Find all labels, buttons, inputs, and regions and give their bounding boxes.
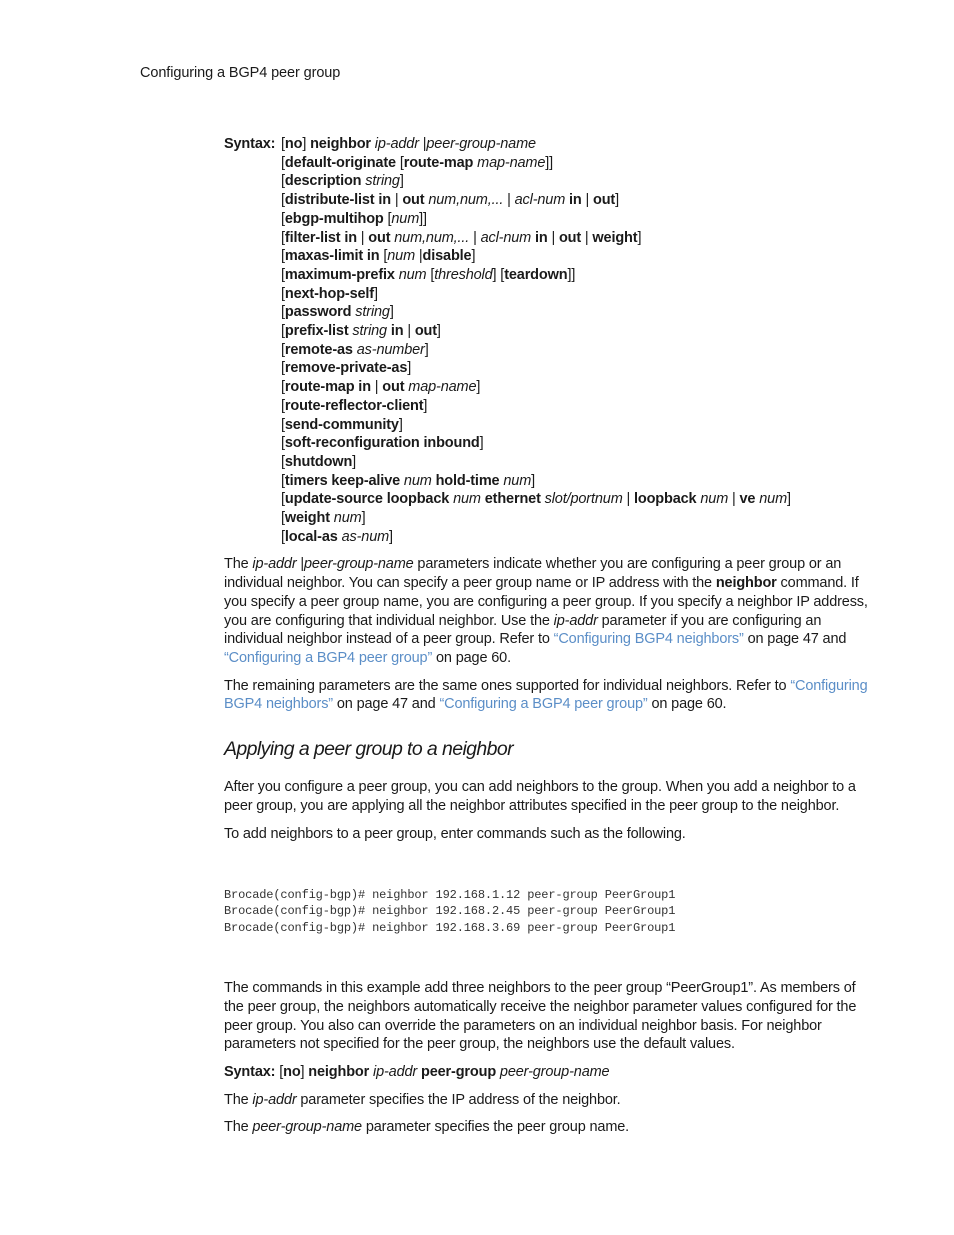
syntax-line [281, 453, 869, 472]
syntax-line [281, 359, 869, 378]
text-segment: on page 47 and [332, 696, 440, 713]
text-segment: [ [281, 510, 285, 527]
text-segment: [ [281, 323, 285, 340]
text-segment: [ [281, 192, 285, 209]
italic-variable: slot/portnum [544, 491, 623, 508]
text-segment: [ [379, 248, 388, 265]
text-segment: ] [787, 491, 791, 508]
cross-reference-link[interactable]: “Configuring BGP4 neighbors” [224, 677, 868, 713]
bold-keyword: in [534, 229, 548, 246]
text-segment: ]] [567, 266, 576, 283]
syntax-line [281, 416, 869, 435]
bold-keyword: ve [739, 491, 756, 508]
bold-keyword: soft-reconfiguration inbound [284, 435, 480, 452]
italic-variable: ip-addr [252, 556, 301, 573]
code-line: Brocade(config-bgp)# neighbor 192.168.3.69 peer-group PeerGroup1 [224, 921, 676, 936]
text-segment: | [390, 192, 403, 209]
syntax-line [281, 210, 869, 229]
code-line: Brocade(config-bgp)# neighbor 192.168.2.45 peer-group PeerGroup1 [224, 904, 676, 919]
syntax-line [281, 303, 869, 322]
italic-variable: ip-addr [553, 612, 598, 629]
italic-variable: num [398, 266, 427, 283]
text-segment: [ [281, 528, 285, 545]
text-segment: [ [281, 416, 285, 433]
text-segment: [ [281, 248, 285, 265]
text-segment: | [370, 379, 383, 396]
syntax-line [281, 341, 869, 360]
text-segment: ] [398, 416, 403, 433]
text-segment: | [403, 323, 415, 340]
text-segment: | [581, 192, 593, 209]
italic-variable: num [453, 491, 481, 508]
text-segment: [ [281, 491, 285, 508]
text-segment: ] [302, 136, 311, 152]
text-segment: | [418, 248, 423, 265]
syntax-peer-group [224, 1063, 869, 1082]
bold-keyword: default-originate [284, 154, 396, 171]
syntax-line [281, 266, 869, 285]
text-segment: command. If you specify a peer group name, you are configuring a peer group. If you specify a neighbor IP address, you are configuring that individual neighbor. Use the [224, 575, 868, 629]
text-segment: [ [281, 304, 285, 321]
bold-keyword: neighbor [308, 1063, 370, 1080]
bold-keyword: neighbor [715, 575, 777, 592]
text-segment: ]] [545, 154, 554, 171]
syntax-line [281, 285, 869, 304]
syntax-lines [281, 135, 869, 546]
text-segment: on page 60. [432, 649, 511, 666]
bold-keyword: description [284, 173, 362, 190]
paragraph-add-neighbors: To add neighbors to a peer group, enter commands such as the following. [224, 825, 686, 842]
italic-variable: map-name [477, 154, 546, 171]
text-segment: ] [389, 304, 394, 321]
italic-variable: num [503, 472, 532, 489]
text-segment: ] [389, 528, 393, 545]
code-line: Brocade(config-bgp)# neighbor 192.168.1.12 peer-group PeerGroup1 [224, 887, 676, 902]
text-segment: ] [399, 173, 404, 190]
text-segment: ] [361, 510, 366, 527]
bold-keyword: send-community [284, 416, 399, 433]
bold-keyword: no [284, 136, 303, 152]
bold-keyword: out [382, 379, 405, 396]
italic-variable: num [387, 248, 419, 265]
italic-variable: ip-addr [252, 1091, 297, 1108]
bold-keyword: filter-list in [284, 229, 357, 246]
syntax-line [281, 322, 869, 341]
text-segment: ] [300, 1063, 309, 1080]
cross-reference-link[interactable]: “Configuring a BGP4 peer group” [224, 649, 433, 666]
bold-keyword: hold-time [435, 472, 500, 489]
syntax-line [281, 528, 869, 547]
text-segment: [ [281, 397, 285, 414]
bold-keyword: maximum-prefix [284, 266, 395, 283]
syntax-line [281, 397, 869, 416]
bold-keyword: next-hop-self [284, 285, 374, 302]
text-segment: ] [615, 192, 619, 209]
italic-variable: string [355, 304, 390, 321]
text-segment: [ [281, 136, 285, 152]
bold-keyword: disable [422, 248, 472, 265]
text-segment: | [356, 229, 369, 246]
bold-keyword: password [284, 304, 352, 321]
text-segment: ] [531, 472, 536, 489]
bold-keyword: out [402, 192, 425, 209]
paragraph-after-configure: After you configure a peer group, you can add neighbors to the group. When you add a neighbor to a peer group, you are applying all the neighbor attributes specified in the peer group to the neighbor. [224, 779, 856, 814]
text-segment: [ [281, 472, 285, 489]
bold-keyword: ebgp-multihop [284, 210, 384, 227]
bold-keyword: loopback [634, 491, 697, 508]
text-segment: on page 47 and [743, 631, 847, 648]
bold-keyword: out [558, 229, 582, 246]
text-segment: | [547, 229, 559, 246]
bold-keyword: peer-group [421, 1063, 497, 1080]
bold-keyword: shutdown [284, 453, 353, 470]
text-segment: ] [436, 323, 441, 340]
text-segment: | [581, 229, 593, 246]
bold-keyword: in [390, 323, 404, 340]
text-segment: on page 60. [647, 696, 727, 713]
text-segment: [ [281, 285, 285, 302]
bold-keyword: Syntax: [224, 1063, 276, 1080]
text-segment: ] [479, 435, 484, 452]
text-segment: [ [281, 360, 285, 377]
text-segment: ] [352, 453, 357, 470]
cross-reference-link[interactable]: “Configuring a BGP4 peer group” [439, 696, 648, 713]
bold-keyword: teardown [504, 266, 568, 283]
italic-variable: string [352, 323, 387, 340]
syntax-line [281, 229, 869, 248]
text-segment: | [469, 229, 481, 246]
italic-variable: num [759, 491, 787, 508]
syntax-line [281, 490, 869, 509]
bold-keyword: route-reflector-client [284, 397, 424, 414]
bold-keyword: distribute-list in [284, 192, 391, 209]
bold-keyword: timers keep-alive [284, 472, 401, 489]
text-segment: | [728, 491, 740, 508]
text-segment: The [224, 556, 253, 573]
bold-keyword: out [593, 192, 616, 209]
text-segment: parameters indicate whether you are configuring a peer group or an individual neighbor. You can specify a peer group name or IP address with the [224, 556, 842, 592]
text-segment: ]] [419, 210, 427, 227]
text-segment: [ [383, 210, 392, 227]
text-segment: | [622, 491, 635, 508]
italic-variable: ip-addr [374, 136, 423, 152]
paragraph-commands-example: The commands in this example add three neighbors to the peer group “PeerGroup1”. As members of the peer group, the neighbors automatically receive the neighbor parameter values configured for the peer group. You also can override the parameters on an individual neighbor basis. For neighbor parameters not specified for the peer group, the neighbors use the default values. [224, 980, 857, 1053]
syntax-line [281, 191, 869, 210]
paragraph-parameters [224, 555, 869, 667]
cross-reference-link[interactable]: “Configuring BGP4 neighbors” [553, 631, 744, 648]
text-segment: ] [373, 285, 378, 302]
italic-variable: as-number [356, 341, 425, 358]
bold-keyword: update-source loopback [284, 491, 450, 508]
text-segment: [ [426, 266, 435, 283]
text-segment: The [224, 1091, 253, 1108]
text-segment: [ [281, 435, 285, 452]
bold-keyword: out [414, 323, 437, 340]
italic-variable: num,num,... [394, 229, 470, 246]
italic-variable: num [333, 510, 362, 527]
bold-keyword: ethernet [484, 491, 541, 508]
bold-keyword: local-as [284, 528, 338, 545]
text-segment: [ [281, 379, 285, 396]
bold-keyword: route-map in [284, 379, 371, 396]
text-segment: The remaining parameters are the same ones supported for individual neighbors. Refer to [224, 677, 791, 694]
italic-variable: num [700, 491, 729, 508]
text-segment: parameter specifies the IP address of the neighbor. [296, 1091, 621, 1108]
text-segment: | [503, 192, 515, 209]
syntax-line [281, 135, 869, 154]
bold-keyword: no [283, 1063, 301, 1080]
text-segment: ] [424, 341, 429, 358]
section-heading: Applying a peer group to a neighbor [224, 738, 514, 761]
bold-keyword: route-map [403, 154, 474, 171]
text-segment: ] [ [492, 266, 505, 283]
paragraph-remaining-parameters [224, 677, 869, 714]
syntax-block [224, 135, 869, 546]
text-segment: | [422, 136, 427, 152]
bold-keyword: in [569, 192, 582, 209]
bold-keyword: weight [284, 510, 330, 527]
syntax-line [281, 172, 869, 191]
italic-variable: acl-num [480, 229, 532, 246]
bold-keyword: remove-private-as [284, 360, 408, 377]
syntax-line [281, 434, 869, 453]
italic-variable: peer-group-name [426, 136, 536, 152]
text-segment: [ [281, 173, 285, 190]
running-header: Configuring a BGP4 peer group [140, 65, 341, 81]
italic-variable: peer-group-name [252, 1119, 362, 1136]
code-example [224, 853, 869, 970]
italic-variable: threshold [434, 266, 493, 283]
text-segment: [ [281, 266, 285, 283]
text-segment: [ [281, 154, 285, 171]
text-segment: ] [637, 229, 642, 246]
text-segment: [ [395, 154, 404, 171]
bold-keyword: prefix-list [284, 323, 349, 340]
syntax-label: Syntax: [224, 136, 276, 152]
italic-variable: peer-group-name [304, 556, 414, 573]
text-segment: The [224, 1119, 253, 1136]
text-segment: [ [275, 1063, 284, 1080]
bold-keyword: remote-as [284, 341, 353, 358]
text-segment: [ [281, 453, 285, 470]
page-body [224, 135, 869, 1137]
italic-variable: peer-group-name [499, 1063, 610, 1080]
italic-variable: ip-addr [373, 1063, 418, 1080]
paragraph-ip-addr [224, 1091, 869, 1110]
italic-variable: num [403, 472, 432, 489]
italic-variable: map-name [408, 379, 477, 396]
text-segment: parameter specifies the peer group name. [361, 1119, 630, 1136]
text-segment: ] [476, 379, 481, 396]
text-segment: ] [407, 360, 412, 377]
syntax-line [281, 247, 869, 266]
bold-keyword: weight [592, 229, 638, 246]
italic-variable: string [365, 173, 400, 190]
text-segment: ] [471, 248, 476, 265]
bold-keyword: neighbor [310, 136, 371, 152]
bold-keyword: out [368, 229, 391, 246]
syntax-line [281, 378, 869, 397]
syntax-line [281, 509, 869, 528]
italic-variable: acl-num [514, 192, 566, 209]
italic-variable: num,num,... [428, 192, 504, 209]
text-segment: parameter if you are configuring an individual neighbor instead of a peer group. Refer to [224, 612, 822, 648]
bold-keyword: maxas-limit in [284, 248, 380, 265]
text-segment: ] [423, 397, 428, 414]
text-segment: [ [281, 341, 285, 358]
syntax-line [281, 472, 869, 491]
paragraph-peer-group-name [224, 1118, 869, 1137]
italic-variable: as-num [341, 528, 390, 545]
text-segment: | [300, 556, 305, 573]
text-segment: [ [281, 210, 285, 227]
italic-variable: num [391, 210, 420, 227]
syntax-line [281, 154, 869, 173]
text-segment: [ [281, 229, 285, 246]
